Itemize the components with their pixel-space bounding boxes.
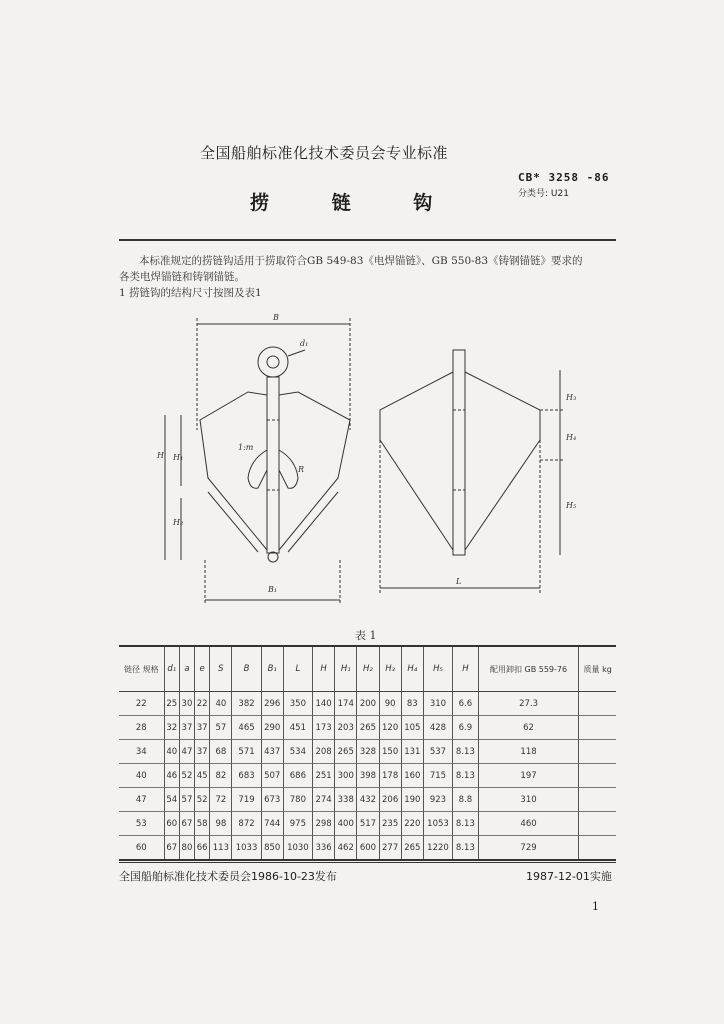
table-cell: 83 <box>401 692 423 716</box>
table-cell: 850 <box>261 836 283 861</box>
document-title: 捞 链 钩 <box>250 192 461 214</box>
table-cell: 160 <box>401 764 423 788</box>
page-number: 1 <box>592 900 599 913</box>
table-cell: 310 <box>423 692 452 716</box>
table-cell <box>579 692 616 716</box>
table-cell: 22 <box>135 698 147 709</box>
table-cell <box>579 788 616 812</box>
table-cell: 174 <box>335 692 357 716</box>
table-cell: 57 <box>179 788 194 812</box>
table-cell: 90 <box>379 692 401 716</box>
table-cell: 173 <box>312 716 334 740</box>
table-cell: 45 <box>195 764 210 788</box>
table-cell: 600 <box>357 836 379 861</box>
table-row <box>119 692 616 716</box>
table-cell: 67 <box>164 836 179 861</box>
table-cell: 460 <box>478 812 579 836</box>
table-cell <box>579 740 616 764</box>
table-cell: 27.3 <box>478 692 579 716</box>
table-cell <box>579 764 616 788</box>
dim-H2-label: H₂ <box>173 518 184 527</box>
table-cell: 277 <box>379 836 401 861</box>
table-cell: 265 <box>357 716 379 740</box>
table-cell: 296 <box>261 692 283 716</box>
table-cell: 22 <box>195 692 210 716</box>
table-cell: 6.6 <box>453 692 479 716</box>
column-header: H <box>312 646 334 692</box>
table-cell: 451 <box>283 716 312 740</box>
dim-B1-label: B₁ <box>268 585 278 594</box>
intro-line-3: 1 捞链钩的结构尺寸按图及表1 <box>119 287 262 299</box>
column-header: H₂ <box>357 646 379 692</box>
table-cell: 53 <box>135 818 147 829</box>
table-cell: 437 <box>261 740 283 764</box>
table-cell: 744 <box>261 812 283 836</box>
intro-line-2: 各类电焊锚链和铸钢锚链。 <box>119 271 245 283</box>
table-cell: 1053 <box>423 812 452 836</box>
table-cell: 1033 <box>232 836 261 861</box>
table-cell: 37 <box>195 740 210 764</box>
table-cell: 507 <box>261 764 283 788</box>
table-cell: 40 <box>164 740 179 764</box>
table-cell: 8.8 <box>453 788 479 812</box>
column-header: B <box>232 646 261 692</box>
table-cell: 398 <box>357 764 379 788</box>
standard-code: CB* 3258 -86 <box>518 171 610 184</box>
table-cell: 683 <box>232 764 261 788</box>
table-cell: 462 <box>335 836 357 861</box>
table-cell: 534 <box>283 740 312 764</box>
table-cell: 72 <box>210 788 232 812</box>
table-cell: 328 <box>357 740 379 764</box>
intro-text <box>119 253 619 301</box>
table-cell: 82 <box>210 764 232 788</box>
column-header: d₁ <box>164 646 179 692</box>
table-cell: 537 <box>423 740 452 764</box>
table-cell: 400 <box>335 812 357 836</box>
table-cell: 28 <box>135 722 147 733</box>
radius-R-label: R <box>298 465 305 474</box>
dim-L-label: L <box>456 577 462 586</box>
table-cell: 34 <box>135 746 147 757</box>
effective-date: 1987-12-01实施 <box>526 870 612 883</box>
table-cell: 57 <box>210 716 232 740</box>
table-cell: 350 <box>283 692 312 716</box>
table-cell: 298 <box>312 812 334 836</box>
table-cell: 120 <box>379 716 401 740</box>
footer-rule <box>119 862 616 863</box>
dim-H3-label: H₃ <box>566 393 577 402</box>
table-cell: 6.9 <box>453 716 479 740</box>
table-cell: 60 <box>164 812 179 836</box>
table-cell: 729 <box>478 836 579 861</box>
issue-date: 全国船舶标准化技术委员会1986-10-23发布 <box>119 870 337 883</box>
slope-mark-label: 1:m <box>238 443 254 452</box>
table-cell: 197 <box>478 764 579 788</box>
table-cell: 68 <box>210 740 232 764</box>
table-cell: 52 <box>179 764 194 788</box>
table-row <box>119 836 616 861</box>
dimensions-table <box>119 645 616 861</box>
table-cell: 62 <box>478 716 579 740</box>
column-header: 链径 规格 <box>119 646 164 692</box>
table-row <box>119 716 616 740</box>
table-cell <box>579 716 616 740</box>
side-view <box>380 350 565 595</box>
table-cell: 251 <box>312 764 334 788</box>
table-cell: 200 <box>357 692 379 716</box>
column-header: a <box>179 646 194 692</box>
table-cell: 58 <box>195 812 210 836</box>
table-cell: 60 <box>135 842 147 853</box>
table-cell: 1030 <box>283 836 312 861</box>
table-cell: 46 <box>164 764 179 788</box>
table-cell: 1220 <box>423 836 452 861</box>
table-cell: 432 <box>357 788 379 812</box>
dim-H4-label: H₄ <box>566 433 577 442</box>
table-cell: 428 <box>423 716 452 740</box>
table-cell: 719 <box>232 788 261 812</box>
table-cell: 780 <box>283 788 312 812</box>
table-cell <box>579 836 616 861</box>
table-cell: 47 <box>179 740 194 764</box>
table-cell: 923 <box>423 788 452 812</box>
table-cell: 206 <box>379 788 401 812</box>
table-cell: 975 <box>283 812 312 836</box>
column-header: 配用卸扣 GB 559-76 <box>478 646 579 692</box>
table-cell: 67 <box>179 812 194 836</box>
dim-B-label: B <box>273 313 279 322</box>
table-cell: 265 <box>401 836 423 861</box>
table-cell: 571 <box>232 740 261 764</box>
table-body <box>119 692 616 861</box>
dim-H-label: H <box>157 451 164 460</box>
table-cell: 8.13 <box>453 764 479 788</box>
table-cell: 25 <box>164 692 179 716</box>
table-row <box>119 764 616 788</box>
table-cell: 235 <box>379 812 401 836</box>
table-row <box>119 812 616 836</box>
column-header: H₃ <box>379 646 401 692</box>
table-row <box>119 788 616 812</box>
column-header: 质量 kg <box>579 646 616 692</box>
table-cell: 52 <box>195 788 210 812</box>
table-cell: 80 <box>179 836 194 861</box>
table-cell: 220 <box>401 812 423 836</box>
table-cell: 178 <box>379 764 401 788</box>
dim-H1-label: H₁ <box>173 453 184 462</box>
table-cell: 310 <box>478 788 579 812</box>
table-cell: 54 <box>164 788 179 812</box>
table-cell: 47 <box>135 794 147 805</box>
table-cell: 208 <box>312 740 334 764</box>
table-cell: 98 <box>210 812 232 836</box>
table-cell: 872 <box>232 812 261 836</box>
issuing-organization: 全国船舶标准化技术委员会专业标准 <box>200 144 449 162</box>
table-cell: 8.13 <box>453 836 479 861</box>
table-cell: 190 <box>401 788 423 812</box>
table-cell: 465 <box>232 716 261 740</box>
table-cell: 290 <box>261 716 283 740</box>
table-cell: 8.13 <box>453 740 479 764</box>
table-cell: 336 <box>312 836 334 861</box>
table-cell: 40 <box>210 692 232 716</box>
table-cell: 37 <box>179 716 194 740</box>
table-cell: 517 <box>357 812 379 836</box>
table-cell: 32 <box>164 716 179 740</box>
table-cell: 113 <box>210 836 232 861</box>
table-caption: 表 1 <box>355 629 377 642</box>
table-cell: 30 <box>179 692 194 716</box>
table-cell <box>579 812 616 836</box>
table-cell: 265 <box>335 740 357 764</box>
column-header: H₅ <box>423 646 452 692</box>
table-cell: 382 <box>232 692 261 716</box>
table-cell: 274 <box>312 788 334 812</box>
column-header: L <box>283 646 312 692</box>
table-cell: 673 <box>261 788 283 812</box>
classification-code: 分类号: U21 <box>518 189 569 199</box>
dim-H5-label: H₅ <box>566 501 577 510</box>
front-view <box>165 318 350 605</box>
table-cell: 8.13 <box>453 812 479 836</box>
table-cell: 140 <box>312 692 334 716</box>
table-cell: 105 <box>401 716 423 740</box>
dim-d1-label: d₁ <box>300 339 309 348</box>
header-rule <box>119 239 616 241</box>
intro-line-1: 本标准规定的捞链钩适用于捞取符合GB 549-83《电焊锚链》、GB 550-83《铸钢锚链》要求的 <box>139 255 583 267</box>
column-header: H <box>453 646 479 692</box>
column-header: S <box>210 646 232 692</box>
column-header: H₄ <box>401 646 423 692</box>
table-row <box>119 740 616 764</box>
table-cell: 203 <box>335 716 357 740</box>
table-cell: 66 <box>195 836 210 861</box>
table-cell: 338 <box>335 788 357 812</box>
column-header: H₁ <box>335 646 357 692</box>
table-cell: 686 <box>283 764 312 788</box>
table-header-row <box>119 646 616 692</box>
hook-drawing <box>0 310 724 610</box>
table-cell: 131 <box>401 740 423 764</box>
table-cell: 37 <box>195 716 210 740</box>
table-cell: 40 <box>135 770 147 781</box>
table-cell: 300 <box>335 764 357 788</box>
table-cell: 715 <box>423 764 452 788</box>
column-header: B₁ <box>261 646 283 692</box>
column-header: e <box>195 646 210 692</box>
table-cell: 150 <box>379 740 401 764</box>
table-cell: 118 <box>478 740 579 764</box>
